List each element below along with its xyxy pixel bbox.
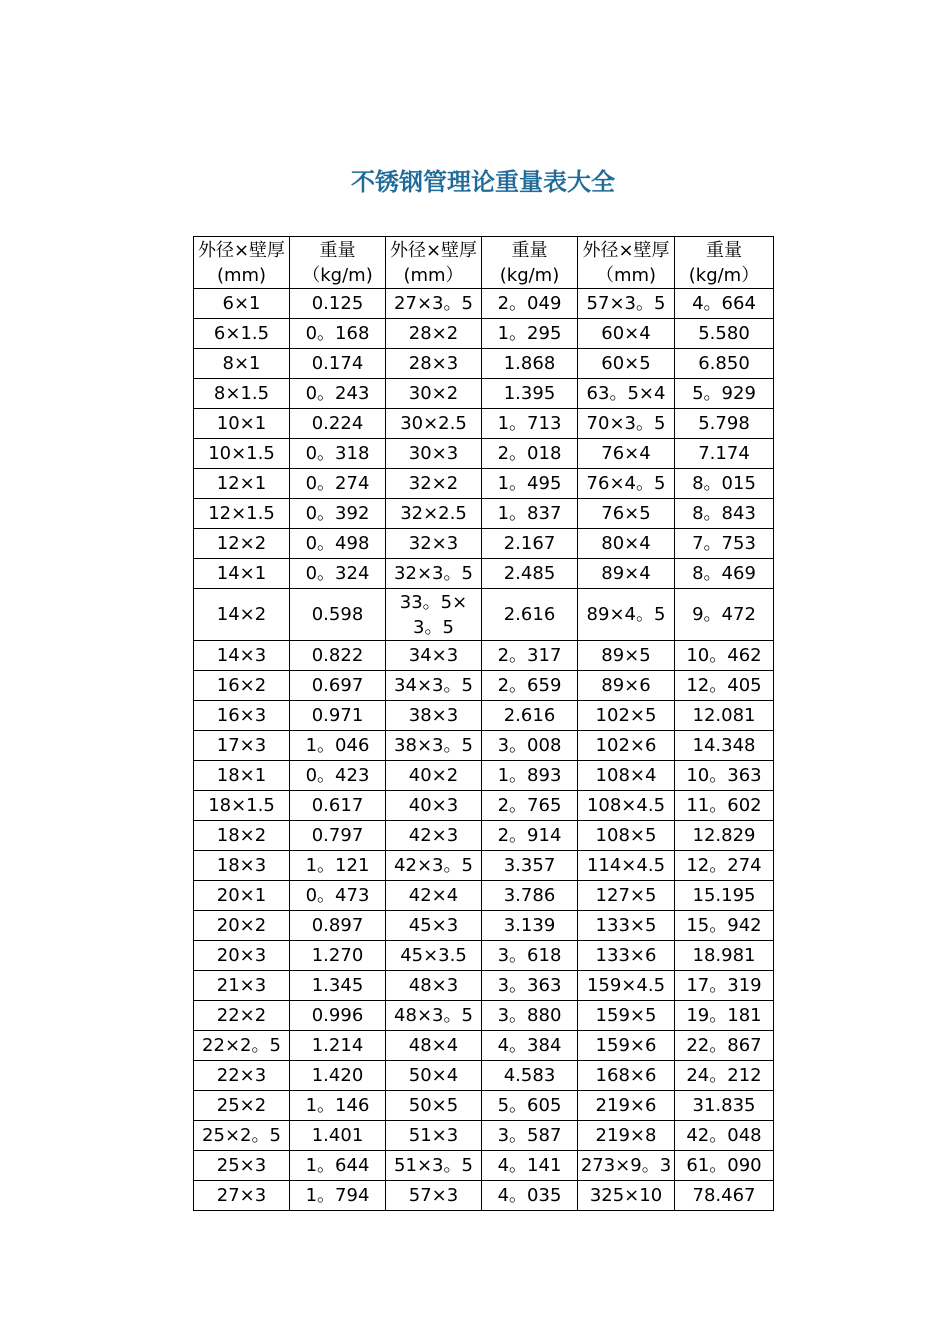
cell-weight: 2。914 (482, 821, 578, 851)
cell-weight: 18.981 (675, 941, 774, 971)
cell-diameter-thickness: 25×2。5 (194, 1121, 290, 1151)
cell-diameter-thickness: 22×3 (194, 1061, 290, 1091)
cell-weight: 0.224 (290, 409, 386, 439)
cell-weight: 61。090 (675, 1151, 774, 1181)
cell-weight: 1。295 (482, 319, 578, 349)
cell-weight: 5.798 (675, 409, 774, 439)
cell-diameter-thickness: 70×3。5 (578, 409, 675, 439)
cell-diameter-thickness: 48×4 (386, 1031, 482, 1061)
cell-diameter-thickness: 108×4.5 (578, 791, 675, 821)
cell-diameter-thickness: 14×2 (194, 589, 290, 641)
cell-diameter-thickness: 18×3 (194, 851, 290, 881)
cell-weight: 8。843 (675, 499, 774, 529)
table-row (194, 791, 774, 821)
cell-diameter-thickness: 102×6 (578, 731, 675, 761)
cell-diameter-thickness: 14×1 (194, 559, 290, 589)
cell-weight: 0。473 (290, 881, 386, 911)
table-row (194, 761, 774, 791)
table-row (194, 589, 774, 641)
table-row (194, 1061, 774, 1091)
header-weight: 重量 （kg/m) (290, 237, 386, 289)
cell-weight: 0.822 (290, 641, 386, 671)
cell-diameter-thickness: 32×2.5 (386, 499, 482, 529)
cell-weight: 12.081 (675, 701, 774, 731)
table-header-row (194, 237, 774, 289)
cell-weight: 1.395 (482, 379, 578, 409)
cell-weight: 10。462 (675, 641, 774, 671)
cell-diameter-thickness: 18×1 (194, 761, 290, 791)
cell-weight: 2。317 (482, 641, 578, 671)
cell-weight: 12。405 (675, 671, 774, 701)
cell-weight: 0。243 (290, 379, 386, 409)
cell-weight: 0.897 (290, 911, 386, 941)
cell-weight: 2。765 (482, 791, 578, 821)
cell-weight: 6.850 (675, 349, 774, 379)
cell-diameter-thickness: 8×1 (194, 349, 290, 379)
header-weight: 重量 (kg/m） (675, 237, 774, 289)
cell-weight: 8。015 (675, 469, 774, 499)
cell-weight: 7.174 (675, 439, 774, 469)
header-diameter-thickness: 外径×壁厚 （mm) (578, 237, 675, 289)
cell-weight: 1。146 (290, 1091, 386, 1121)
cell-weight: 9。472 (675, 589, 774, 641)
cell-diameter-thickness: 60×5 (578, 349, 675, 379)
cell-diameter-thickness: 108×5 (578, 821, 675, 851)
table-row (194, 289, 774, 319)
cell-diameter-thickness: 48×3 (386, 971, 482, 1001)
cell-weight: 0。498 (290, 529, 386, 559)
table-row (194, 641, 774, 671)
cell-diameter-thickness: 42×3 (386, 821, 482, 851)
cell-weight: 0.598 (290, 589, 386, 641)
cell-weight: 1.401 (290, 1121, 386, 1151)
table-row (194, 529, 774, 559)
cell-diameter-thickness: 325×10 (578, 1181, 675, 1211)
table-row (194, 499, 774, 529)
cell-diameter-thickness: 34×3 (386, 641, 482, 671)
cell-weight: 1。046 (290, 731, 386, 761)
cell-weight: 2.167 (482, 529, 578, 559)
cell-diameter-thickness: 33。5×3。5 (386, 589, 482, 641)
cell-weight: 2.485 (482, 559, 578, 589)
cell-weight: 11。602 (675, 791, 774, 821)
cell-weight: 0.996 (290, 1001, 386, 1031)
cell-diameter-thickness: 32×2 (386, 469, 482, 499)
weight-table (193, 236, 774, 1211)
cell-weight: 0。318 (290, 439, 386, 469)
cell-weight: 4。384 (482, 1031, 578, 1061)
cell-diameter-thickness: 20×2 (194, 911, 290, 941)
cell-weight: 3。880 (482, 1001, 578, 1031)
cell-diameter-thickness: 60×4 (578, 319, 675, 349)
cell-diameter-thickness: 133×6 (578, 941, 675, 971)
cell-diameter-thickness: 102×5 (578, 701, 675, 731)
table-row (194, 559, 774, 589)
cell-diameter-thickness: 22×2。5 (194, 1031, 290, 1061)
cell-diameter-thickness: 50×4 (386, 1061, 482, 1091)
cell-diameter-thickness: 25×2 (194, 1091, 290, 1121)
cell-diameter-thickness: 219×6 (578, 1091, 675, 1121)
cell-weight: 3。363 (482, 971, 578, 1001)
table-row (194, 671, 774, 701)
cell-diameter-thickness: 20×3 (194, 941, 290, 971)
cell-diameter-thickness: 10×1 (194, 409, 290, 439)
cell-diameter-thickness: 34×3。5 (386, 671, 482, 701)
cell-weight: 1。837 (482, 499, 578, 529)
cell-weight: 3.139 (482, 911, 578, 941)
cell-weight: 3。587 (482, 1121, 578, 1151)
cell-weight: 31.835 (675, 1091, 774, 1121)
table-row (194, 941, 774, 971)
table-row (194, 1001, 774, 1031)
cell-diameter-thickness: 89×4 (578, 559, 675, 589)
cell-weight: 4。141 (482, 1151, 578, 1181)
cell-weight: 19。181 (675, 1001, 774, 1031)
cell-diameter-thickness: 89×6 (578, 671, 675, 701)
cell-diameter-thickness: 18×2 (194, 821, 290, 851)
table-row (194, 439, 774, 469)
cell-weight: 22。867 (675, 1031, 774, 1061)
cell-weight: 0。423 (290, 761, 386, 791)
cell-diameter-thickness: 14×3 (194, 641, 290, 671)
cell-weight: 1。121 (290, 851, 386, 881)
cell-diameter-thickness: 133×5 (578, 911, 675, 941)
cell-weight: 1.214 (290, 1031, 386, 1061)
cell-diameter-thickness: 21×3 (194, 971, 290, 1001)
table-row (194, 349, 774, 379)
cell-diameter-thickness: 8×1.5 (194, 379, 290, 409)
cell-diameter-thickness: 108×4 (578, 761, 675, 791)
cell-diameter-thickness: 89×5 (578, 641, 675, 671)
cell-diameter-thickness: 40×2 (386, 761, 482, 791)
cell-weight: 0。324 (290, 559, 386, 589)
cell-diameter-thickness: 30×2.5 (386, 409, 482, 439)
cell-diameter-thickness: 10×1.5 (194, 439, 290, 469)
cell-weight: 0。392 (290, 499, 386, 529)
cell-weight: 0。168 (290, 319, 386, 349)
cell-weight: 3.357 (482, 851, 578, 881)
cell-weight: 10。363 (675, 761, 774, 791)
cell-weight: 1。794 (290, 1181, 386, 1211)
cell-diameter-thickness: 17×3 (194, 731, 290, 761)
cell-weight: 12.829 (675, 821, 774, 851)
cell-diameter-thickness: 25×3 (194, 1151, 290, 1181)
cell-diameter-thickness: 32×3。5 (386, 559, 482, 589)
cell-weight: 3。008 (482, 731, 578, 761)
cell-weight: 4。035 (482, 1181, 578, 1211)
cell-diameter-thickness: 63。5×4 (578, 379, 675, 409)
cell-diameter-thickness: 45×3 (386, 911, 482, 941)
cell-diameter-thickness: 219×8 (578, 1121, 675, 1151)
cell-weight: 2.616 (482, 589, 578, 641)
cell-weight: 15.195 (675, 881, 774, 911)
cell-diameter-thickness: 40×3 (386, 791, 482, 821)
cell-diameter-thickness: 45×3.5 (386, 941, 482, 971)
cell-weight: 8。469 (675, 559, 774, 589)
cell-diameter-thickness: 32×3 (386, 529, 482, 559)
cell-diameter-thickness: 76×5 (578, 499, 675, 529)
cell-weight: 2。049 (482, 289, 578, 319)
table-row (194, 1031, 774, 1061)
cell-weight: 5.580 (675, 319, 774, 349)
cell-diameter-thickness: 57×3 (386, 1181, 482, 1211)
cell-weight: 0.797 (290, 821, 386, 851)
cell-diameter-thickness: 16×3 (194, 701, 290, 731)
cell-weight: 0.174 (290, 349, 386, 379)
cell-weight: 5。605 (482, 1091, 578, 1121)
cell-weight: 2。659 (482, 671, 578, 701)
cell-weight: 1.420 (290, 1061, 386, 1091)
table-row (194, 851, 774, 881)
cell-weight: 1。713 (482, 409, 578, 439)
cell-diameter-thickness: 168×6 (578, 1061, 675, 1091)
table-row (194, 731, 774, 761)
table-row (194, 379, 774, 409)
table-row (194, 701, 774, 731)
cell-weight: 7。753 (675, 529, 774, 559)
cell-weight: 15。942 (675, 911, 774, 941)
cell-diameter-thickness: 159×4.5 (578, 971, 675, 1001)
header-diameter-thickness: 外径×壁厚 (mm） (386, 237, 482, 289)
cell-weight: 4.583 (482, 1061, 578, 1091)
cell-diameter-thickness: 18×1.5 (194, 791, 290, 821)
table-row (194, 469, 774, 499)
table-row (194, 409, 774, 439)
table-row (194, 821, 774, 851)
cell-diameter-thickness: 76×4 (578, 439, 675, 469)
header-weight: 重量 (kg/m) (482, 237, 578, 289)
cell-diameter-thickness: 28×3 (386, 349, 482, 379)
cell-diameter-thickness: 22×2 (194, 1001, 290, 1031)
cell-diameter-thickness: 27×3。5 (386, 289, 482, 319)
cell-diameter-thickness: 51×3 (386, 1121, 482, 1151)
cell-diameter-thickness: 12×1 (194, 469, 290, 499)
cell-diameter-thickness: 12×2 (194, 529, 290, 559)
cell-weight: 1。495 (482, 469, 578, 499)
cell-weight: 3。618 (482, 941, 578, 971)
cell-weight: 4。664 (675, 289, 774, 319)
cell-diameter-thickness: 42×4 (386, 881, 482, 911)
cell-diameter-thickness: 30×3 (386, 439, 482, 469)
cell-diameter-thickness: 51×3。5 (386, 1151, 482, 1181)
cell-diameter-thickness: 6×1.5 (194, 319, 290, 349)
cell-diameter-thickness: 80×4 (578, 529, 675, 559)
cell-diameter-thickness: 114×4.5 (578, 851, 675, 881)
cell-diameter-thickness: 50×5 (386, 1091, 482, 1121)
cell-diameter-thickness: 28×2 (386, 319, 482, 349)
cell-diameter-thickness: 127×5 (578, 881, 675, 911)
cell-diameter-thickness: 42×3。5 (386, 851, 482, 881)
cell-weight: 1.868 (482, 349, 578, 379)
cell-weight: 17。319 (675, 971, 774, 1001)
cell-weight: 42。048 (675, 1121, 774, 1151)
cell-diameter-thickness: 89×4。5 (578, 589, 675, 641)
cell-weight: 1。644 (290, 1151, 386, 1181)
cell-diameter-thickness: 38×3。5 (386, 731, 482, 761)
cell-diameter-thickness: 159×5 (578, 1001, 675, 1031)
cell-weight: 0.697 (290, 671, 386, 701)
header-diameter-thickness: 外径×壁厚 (mm) (194, 237, 290, 289)
table-row (194, 911, 774, 941)
table-row (194, 971, 774, 1001)
cell-diameter-thickness: 16×2 (194, 671, 290, 701)
cell-weight: 3.786 (482, 881, 578, 911)
cell-weight: 0。274 (290, 469, 386, 499)
cell-weight: 2.616 (482, 701, 578, 731)
cell-diameter-thickness: 273×9。3 (578, 1151, 675, 1181)
cell-weight: 1.270 (290, 941, 386, 971)
cell-weight: 0.617 (290, 791, 386, 821)
table-row (194, 881, 774, 911)
cell-diameter-thickness: 57×3。5 (578, 289, 675, 319)
cell-weight: 1.345 (290, 971, 386, 1001)
page-title: 不锈钢管理论重量表大全 (351, 168, 615, 196)
table-row (194, 1181, 774, 1211)
table-row (194, 1151, 774, 1181)
cell-diameter-thickness: 12×1.5 (194, 499, 290, 529)
cell-weight: 2。018 (482, 439, 578, 469)
cell-weight: 24。212 (675, 1061, 774, 1091)
cell-weight: 12。274 (675, 851, 774, 881)
cell-diameter-thickness: 76×4。5 (578, 469, 675, 499)
table-row (194, 1121, 774, 1151)
cell-diameter-thickness: 48×3。5 (386, 1001, 482, 1031)
cell-weight: 1。893 (482, 761, 578, 791)
cell-diameter-thickness: 20×1 (194, 881, 290, 911)
table-row (194, 1091, 774, 1121)
cell-diameter-thickness: 159×6 (578, 1031, 675, 1061)
cell-weight: 0.971 (290, 701, 386, 731)
table-row (194, 319, 774, 349)
cell-weight: 5。929 (675, 379, 774, 409)
cell-weight: 14.348 (675, 731, 774, 761)
cell-weight: 0.125 (290, 289, 386, 319)
cell-weight: 78.467 (675, 1181, 774, 1211)
cell-diameter-thickness: 27×3 (194, 1181, 290, 1211)
cell-diameter-thickness: 30×2 (386, 379, 482, 409)
cell-diameter-thickness: 38×3 (386, 701, 482, 731)
cell-diameter-thickness: 6×1 (194, 289, 290, 319)
